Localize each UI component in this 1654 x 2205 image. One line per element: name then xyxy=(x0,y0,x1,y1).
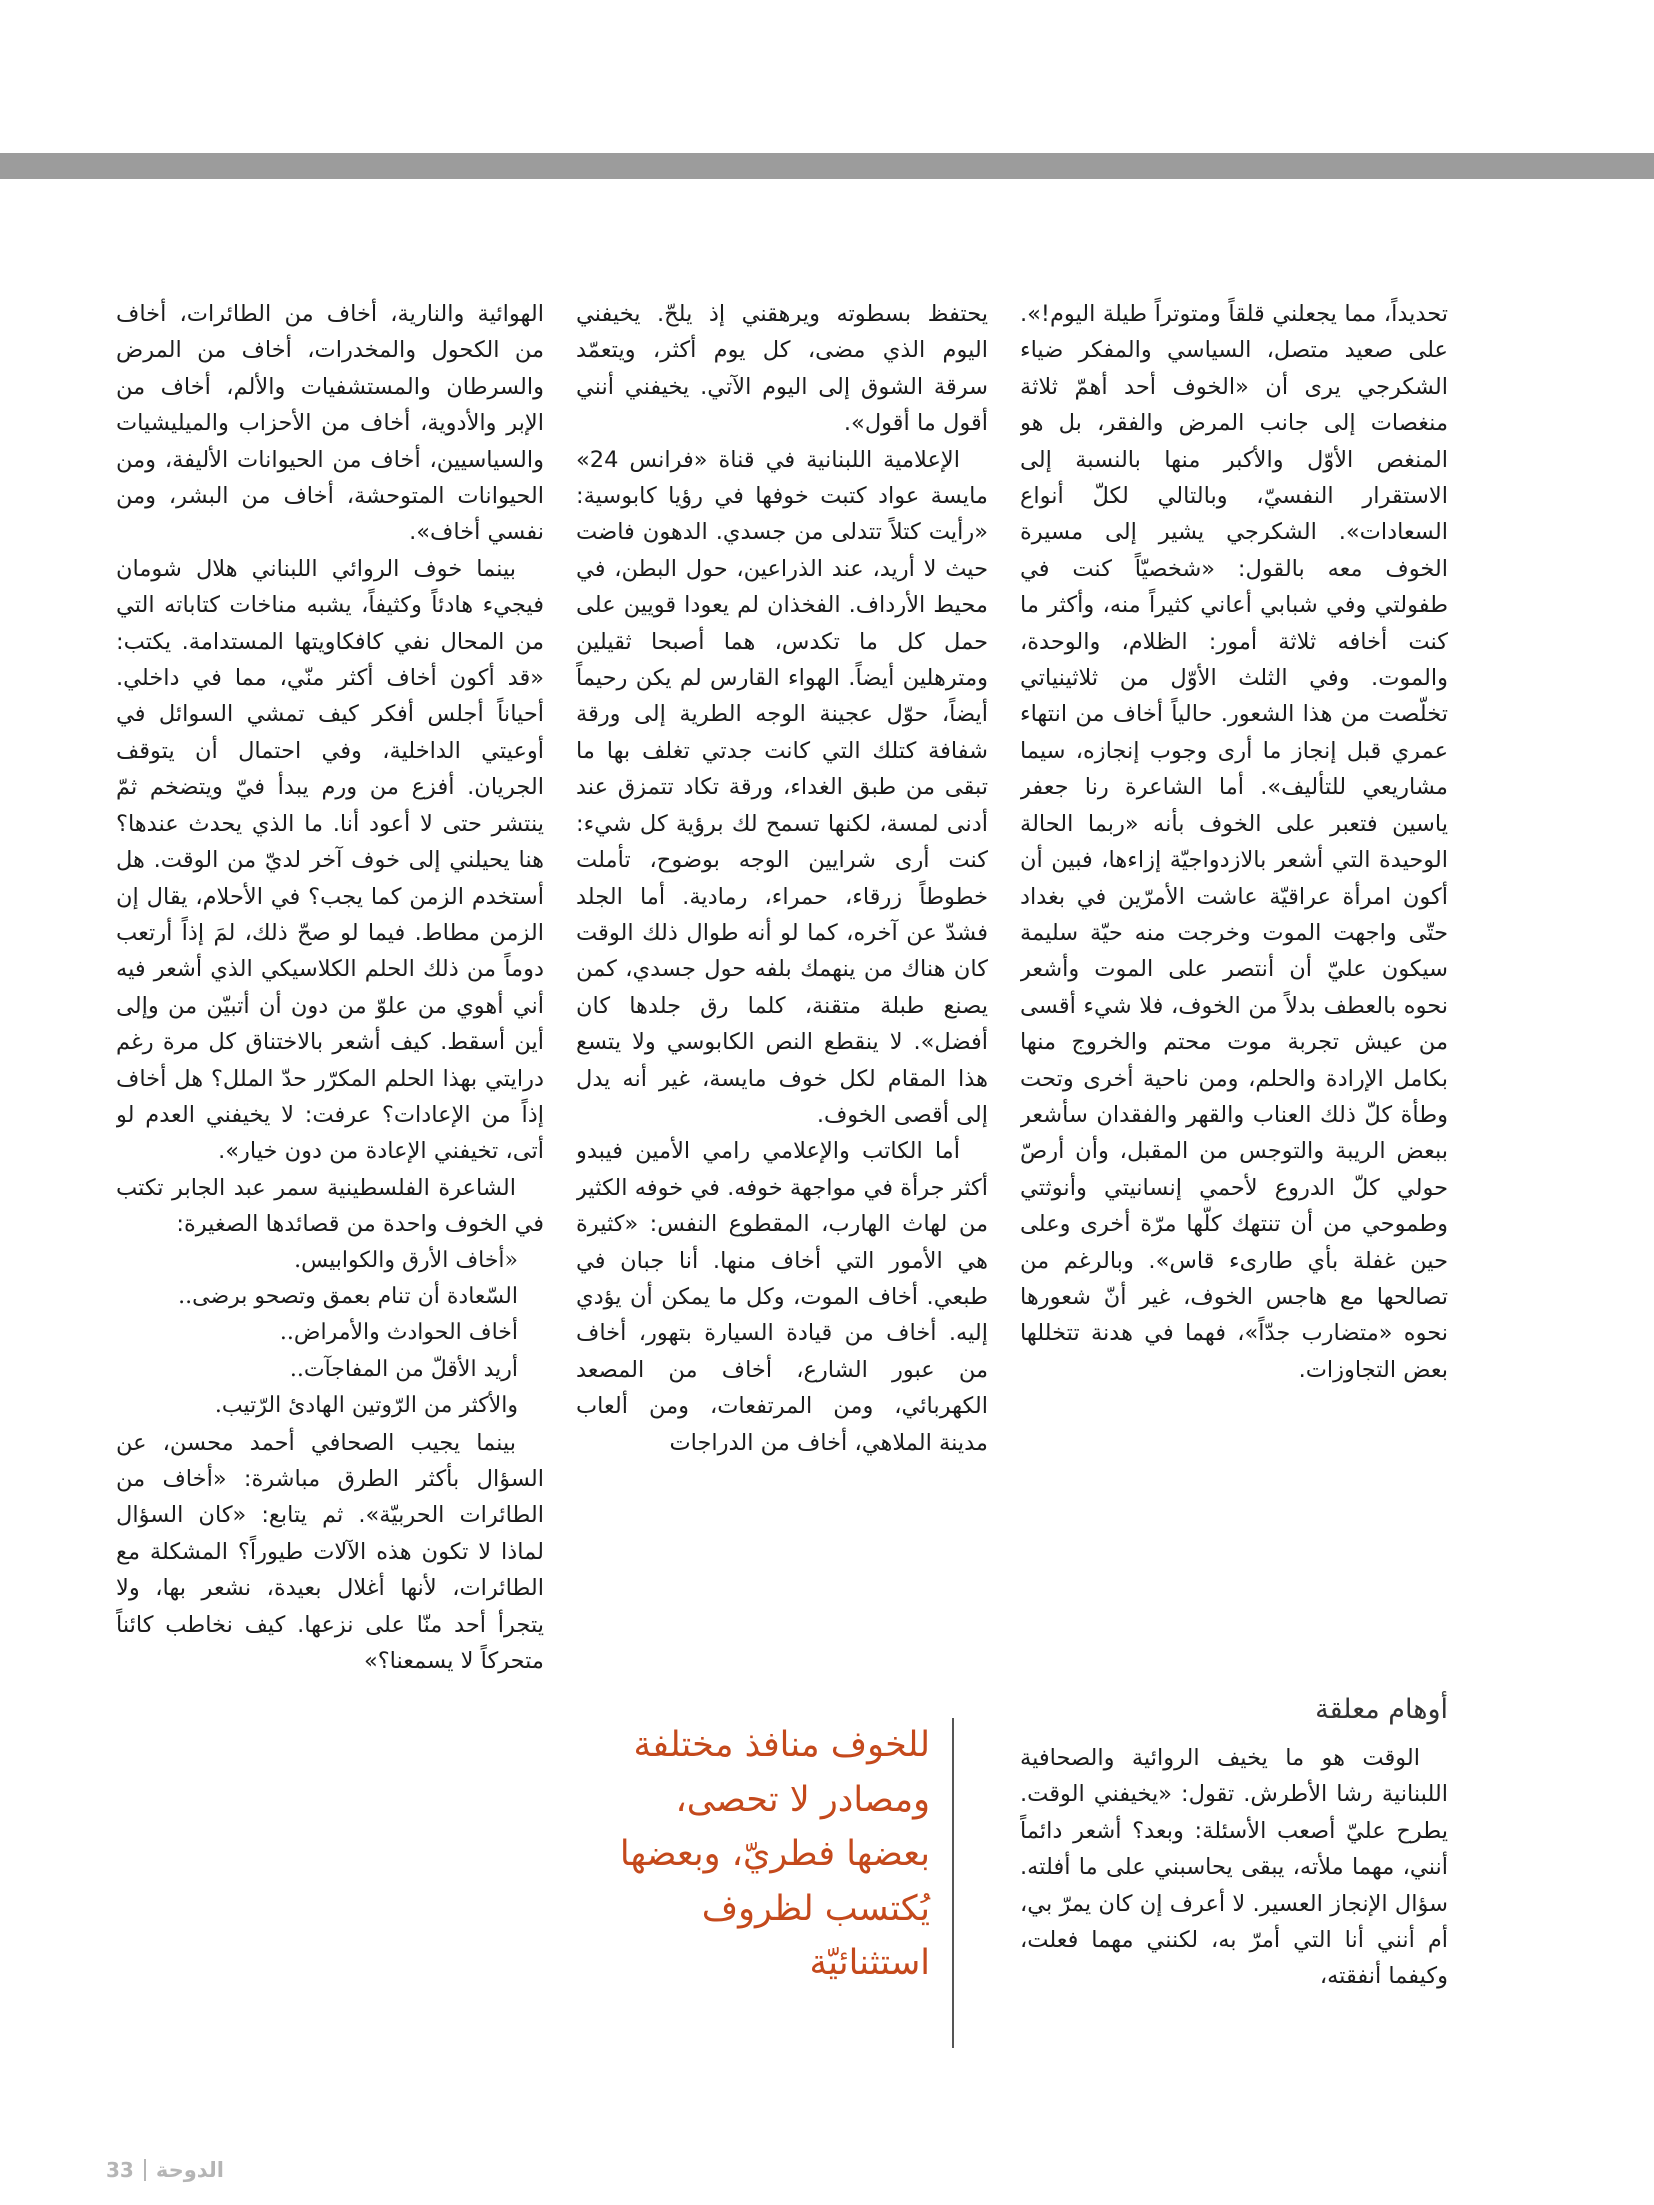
paragraph: الهوائية والنارية، أخاف من الطائرات، أخاف من الكحول والمخدرات، أخاف من المرض والسرطان والمستشفيات والألم، أخاف من الإبر والأدوية، أخاف من الأحزاب والميليشيات والسياسيين، أخاف من الحيوانات الأليفة، ومن الحيوانات المتوحشة، أخاف من البشر، ومن نفسي أخاف». xyxy=(116,301,544,546)
footer-divider xyxy=(144,2159,146,2181)
poem-line: أخاف الحوادث والأمراض.. xyxy=(279,1320,518,1346)
article-column-right-bottom xyxy=(1020,1740,1448,2070)
article-column-left xyxy=(116,296,544,2036)
pull-quote-rule xyxy=(952,1718,954,2048)
paragraph: يحتفظ بسطوته ويرهقني إذ يلحّ. يخيفني اليوم الذي مضى، كل يوم أكثر، ويتعمّد سرقة الشوق إلى اليوم الآتي. يخيفني أنني أقول ما أقول». xyxy=(576,301,988,437)
top-gray-bar xyxy=(0,153,1654,179)
magazine-name: الدوحة xyxy=(155,2158,224,2182)
page-number: 33 xyxy=(106,2158,134,2182)
paragraph: الوقت هو ما يخيف الروائية والصحافية اللبنانية رشا الأطرش. تقول: «يخيفني الوقت. يطرح عليّ أصعب الأسئلة: وبعد؟ أشعر دائماً أنني، مهما ملأته، يبقى يحاسبني على ما أفلته. سؤال الإنجاز العسير. لا أعرف إن كان يمرّ بي، أم أنني أنا التي أمرّ به، لكنني مهما فعلت، وكيفما أنفقته، xyxy=(1020,1745,1448,1990)
paragraph: بينما خوف الروائي اللبناني هلال شومان فيجيء هادئاً وكثيفاً، يشبه مناخات كتاباته التي من المحال نفي كافكاويتها المستدامة. يكتب: «قد أكون أخاف أكثر منّي، مما في داخلي. أحياناً أجلس أفكر كيف تمشي السوائل في أوعيتي الداخلية، وفي احتمال أن يتوقف الجريان. أفزع من ورم يبدأ فيّ ويتضخم ثمّ ينتشر حتى لا أعود أنا. ما الذي يحدث عندها؟ هنا يحيلني إلى خوف آخر لديّ من الوقت. هل أستخدم الزمن كما يجب؟ في الأحلام، يقال إن الزمن مطاط. فيما لو صحّ ذلك، لمَ إذاً أرتعب دوماً من ذلك الحلم الكلاسيكي الذي أشعر فيه أني أهوي من علوّ من دون أن أتبيّن من وإلى أين أسقط. كيف أشعر بالاختناق كل مرة رغم درايتي بهذا الحلم المكرّر حدّ الملل؟ هل أخاف إذاً من الإعادات؟ عرفت: لا يخيفني العدم لو أتى، تخيفني الإعادة من دون خيار». xyxy=(116,555,544,1165)
paragraph: الشاعرة الفلسطينية سمر عبد الجابر تكتب في الخوف واحدة من قصائدها الصغيرة: xyxy=(116,1174,544,1238)
article-column-right xyxy=(1020,296,1448,1666)
paragraph: الإعلامية اللبنانية في قناة «فرانس 24» مايسة عواد كتبت خوفها في رؤيا كابوسية: «رأيت كتلاً تتدلى من جسدي. الدهون فاضت حيث لا أريد، عند الذراعين، حول البطن، في محيط الأرداف. الفخذان لم يعودا قويين على حمل كل ما تكدس، هما أصبحا ثقيلين ومترهلين أيضاً. الهواء القارس لم يكن رحيماً أيضاً، حوّل عجينة الوجه الطرية إلى ورقة شفافة كتلك التي كانت جدتي تغلف بها ما تبقى من طبق الغداء، ورقة تكاد تتمزق عند أدنى لمسة، لكنها تسمح لك برؤية كل شيء: كنت أرى شرايين الوجه بوضوح، تأملت خطوطاً زرقاء، حمراء، رمادية. أما الجلد فشدّ عن آخره، كما لو أنه طوال ذلك الوقت كان هناك من ينهمك بلفه حول جسدي، كمن يصنع طبلة متقنة، كلما رق جلدها كان أفضل». لا ينقطع النص الكابوسي ولا يتسع هذا المقام لكل خوف مايسة، غير أنه يدل إلى أقصى الخوف. xyxy=(576,446,988,1128)
poem-line: أريد الأقلّ من المفاجآت.. xyxy=(289,1356,518,1382)
section-subheading: أوهام معلقة xyxy=(1315,1694,1448,1725)
article-column-middle xyxy=(576,296,988,1696)
pull-quote: للخوف منافذ مختلفة ومصادر لا تحصى، بعضها فطريّ، وبعضها يُكتسب لظروف استثنائيّة xyxy=(619,1725,930,1983)
paragraph: أما الكاتب والإعلامي رامي الأمين فيبدو أكثر جرأة في مواجهة خوفه. في خوفه الكثير من لهاث الهارب، المقطوع النفس: «كثيرة هي الأمور التي أخاف منها. أنا جبان في طبعي. أخاف الموت، وكل ما يمكن أن يؤدي إليه. أخاف من قيادة السيارة بتهور، أخاف من عبور الشارع، أخاف من المصعد الكهربائي، ومن المرتفعات، ومن ألعاب مدينة الملاهي، أخاف من الدراجات xyxy=(576,1138,988,1456)
paragraph: بينما يجيب الصحافي أحمد محسن، عن السؤال بأكثر الطرق مباشرة: «أخاف من الطائرات الحربيّة». ثم يتابع: «كان السؤال لماذا لا تكون هذه الآلات طيوراً؟ المشكلة مع الطائرات، لأنها أغلال بعيدة، نشعر بها، ولا يتجرأ أحد منّا على نزعها. كيف نخاطب كائناً متحركاً لا يسمعنا؟» xyxy=(116,1429,544,1675)
paragraph: تحديداً، مما يجعلني قلقاً ومتوتراً طيلة اليوم!». على صعيد متصل، السياسي والمفكر ضياء الشكرجي يرى أن «الخوف أحد أهمّ ثلاثة منغصات إلى جانب المرض والفقر، بل هو المنغص الأوّل والأكبر منها بالنسبة إلى الاستقرار النفسيّ، وبالتالي لكلّ أنواع السعادات». الشكرجي يشير إلى مسيرة الخوف معه بالقول: «شخصيّاً كنت في طفولتي وفي شبابي أعاني كثيراً منه، وأكثر ما كنت أخافه ثلاثة أمور: الظلام، والوحدة، والموت. وفي الثلث الأوّل من ثلاثينياتي تخلّصت من هذا الشعور. حالياً أخاف من انتهاء عمري قبل إنجاز ما أرى وجوب إنجازه، سيما مشاريعي للتأليف». أما الشاعرة رنا جعفر ياسين فتعبر على الخوف بأنه «ربما الحالة الوحيدة التي أشعر بالازدواجيّة إزاءها، فبين أن أكون امرأة عراقيّة عاشت الأمرّين في بغداد حتّى واجهت الموت وخرجت منه حيّة سليمة سيكون عليّ أن أنتصر على الموت وأشعر نحوه بالعطف بدلاً من الخوف، فلا شيء أقسى من عيش تجربة موت محتم والخروج منها بكامل الإرادة والحلم، ومن ناحية أخرى وتحت وطأة كلّ ذلك العناب والقهر والفقدان سأشعر ببعض الريبة والتوجس من المقبل، وأن أرصّ حولي كلّ الدروع لأحمي إنسانيتي وأنوثتي وطموحي من أن تنتهك كلّها مرّة أخرى وعلى حين غفلة بأي طارىء قاس». وبالرغم من تصالحها مع هاجس الخوف، غير أنّ شعورها نحوه «متضارب جدّاً»، فهما في هدنة تتخللها بعض التجاوزات. xyxy=(1020,301,1448,1383)
poem-line: والأكثر من الرّوتين الهادئ الرّتيب. xyxy=(214,1393,518,1419)
poem-line: السّعادة أن تنام بعمق وتصحو برضى.. xyxy=(178,1283,518,1309)
page-footer xyxy=(106,2158,224,2182)
poem-line: «أخاف الأرق والكوابيس. xyxy=(294,1247,518,1273)
